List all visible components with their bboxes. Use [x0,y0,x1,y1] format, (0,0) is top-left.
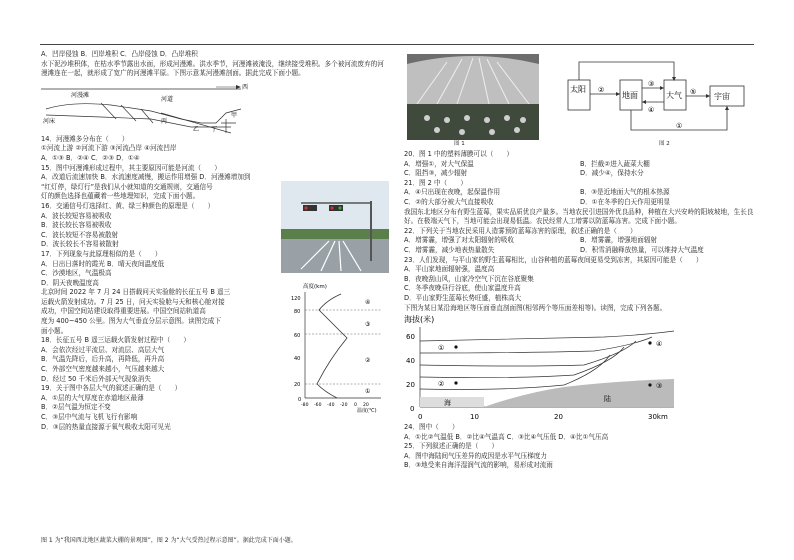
atm-ytick-80: 80 [294,309,301,316]
traffic-light-photo [281,181,389,273]
q16-option-b: B．波长较长容易被吸收 [41,221,112,230]
floodplain-intro: 水下泥沙堆积体，在枯水季节露出水面，形成河漫滩。洪水季节，河漫滩被淹没，继续接受堆积。多个被河流废弃的河漫滩连在一起，就形成了宽广的河漫滩平原。下图示意某河漫滩剖面。据此完成下面小题。 [41,59,384,78]
q18-option-a: A．会依次经过平流层、对流层、高层大气 [41,345,165,354]
q22-option-b: B．增雾霾，增强地面辐射 [580,236,658,245]
figure2-label: 图 2 [659,141,670,147]
q18-option-b: B．气温先降后，后升高，再降低，再升高 [41,355,165,364]
flow-space-label: 宇宙 [714,92,730,101]
q23-stem: 23．人们发现，与平山家的野生蓝莓相比，山谷种植的蓝莓夜间更易受到冻害，其原因可能是（ ） [404,255,703,264]
q19-option-b: B．②层气温为恒定不变 [41,403,111,412]
launch-intro-5: 面小题。 [41,326,68,335]
q25-option-b: B．③地受来自海洋湿润气流的影响，易形成对流雨 [404,461,553,470]
isobar-section-chart [404,313,704,423]
q16-stem: 16．交通信号灯选择红、黄、绿三种颜色的原理是（ ） [41,201,215,210]
q24-options: A．①比②气温低 B．②比④气温高 C．③比④气压低 D．④比①气压高 [404,432,609,441]
q19-stem: 19．关于图中各层大气的叙述正确的是（ ） [41,384,182,393]
q23-option-b: B．夜晚刮山风，山家冷空气下沉在谷底聚集 [404,274,534,283]
flow-n3: ③ [648,80,655,88]
flow-n4: ④ [648,106,655,114]
q24-stem: 24．图中（ ） [404,423,459,432]
iso-ytick-20: 20 [406,381,415,390]
q16-option-d: D．波长较长不容易被散射 [41,240,119,249]
yi-label: 乙 [193,125,200,133]
atm-xtick-1: -80 [301,403,309,409]
q20-stem: 20．图 1 中的塑料薄膜可以（ ） [404,150,514,158]
west-label: 西 [242,83,249,91]
traffic-intro-2: 灯的颜色选择也蕴藏着一些地理知识，完成下面小题。 [41,192,200,201]
atm-y-title: 高度(km) [303,284,327,291]
atm-xtick-3: -40 [327,403,335,409]
iso-xtick-30: 30km [648,413,668,422]
bed-label: 河床 [43,117,56,125]
q22-option-d: D．积雪消融释放热量，可以维持大气温度 [580,245,704,254]
q20-option-c: C．阻挡③，减少辐射 [404,169,468,178]
q14-stem: 14．河漫滩多分布在（ ） [41,134,129,143]
atm-x-title: 温度(℃) [357,408,377,415]
iso-ytick-0: 0 [410,405,415,414]
q17-stem: 17．下列现象与此原理相似的是（ ） [41,249,162,258]
heating-process-diagram [564,56,754,140]
atm-xtick-5: 0 [354,403,357,409]
q22-option-a: A．增雾霾，增强了对太阳辐射的吸收 [404,236,515,245]
q22-option-c: C．增雾霾，减少地表热量散失 [404,245,495,254]
q14-items: ①河流上游 ②河流下游 ③河流凸岸 ④河流凹岸 [41,144,177,153]
iso-point-3: ③ [656,382,663,391]
q16-option-a: A．波长较短容易被吸收 [41,211,112,220]
q17-option-ab: A．日出日落时的霞光 B．晴天夜间温度低 [41,259,165,268]
greenhouse-photo [407,54,539,140]
bing-label: 丙 [161,117,168,125]
q23-option-d: D．平山家野生蓝莓长势旺盛，植株高大 [404,293,522,302]
atm-ytick-20: 20 [294,382,301,389]
flow-air-label: 大气 [666,91,682,100]
atm-ytick-40: 40 [294,356,301,363]
q20-option-a: A．增强①，对大气保温 [404,159,474,168]
iso-y-title: 海拔(米) [404,315,435,325]
iso-xtick-20: 20 [554,413,563,422]
land-label: 陆 [604,395,611,404]
launch-intro-3: 成功，中国空间站建设取得重要进展。中国空间站轨道高 [41,307,206,316]
q17-option-c: C．沙漠地区，气温极高 [41,269,112,278]
q18-option-c: C．外部空气密度越来越小，气压越来越大 [41,365,165,374]
greenhouse-caption: 图 1 为“我国西北地区蔬菜大棚的景观图”，图 2 为“大气受热过程示意图”。据此完成下面小题。 [41,537,297,544]
q21-stem: 21．图 2 中（ ） [404,178,467,187]
q22-stem: 22．下列关于当地农民采用人造雾预防蓝莓冻害的原理，叙述正确的是（ ） [404,226,637,235]
atm-xtick-4: -20 [340,403,348,409]
q17-option-d: D．阴天夜晚温度高 [41,278,99,287]
q23-option-a: A．平山家地面辐射强，温度高 [404,265,495,274]
atm-xtick-6: 20 [363,403,369,409]
atm-layer-4: ④ [365,299,371,307]
launch-intro-2: 运载火箭发射成功。7 月 25 日，问天实验舱与天和核心舱对接 [41,297,225,306]
launch-intro-1: 北京时间 2022 年 7 月 24 日搭载问天实验舱的长征五号 B 遥三 [41,288,231,297]
figure1-label: 图 1 [454,141,465,147]
atm-xtick-2: -60 [314,403,322,409]
ding-label: 丁 [211,125,218,133]
left-column [41,50,389,432]
flow-sun-label: 太阳 [570,85,586,94]
atm-ytick-0: 0 [298,397,302,404]
iso-point-2: ② [438,380,445,389]
floodplain-profile-figure [41,79,251,135]
isobar-intro: 下图为某日某沿海地区等压面垂直剖面图(相邻两个等压面差相等)。读图，完成下列各题。 [404,303,667,312]
atm-ytick-120: 120 [291,296,301,303]
q18-option-d: D．经过 50 千米后外部天气现象消失 [41,374,151,383]
q25-option-a: A．图中海陆间气压差异的成因是水平气压梯度力 [404,451,547,460]
shoal-label: 河漫滩 [71,91,90,99]
q15-stem: 15．图中河漫滩形成过程中，其主要原因可能是河流（ ） [41,163,221,172]
q16-option-c: C．波长较短不容易被散射 [41,230,119,239]
page-top-rule [40,44,754,45]
q21-option-a: A．④只出现在夜晚，起保温作用 [404,188,501,197]
atm-ytick-60: 60 [294,333,301,340]
q21-option-d: D．①在冬季的白天作用更明显 [580,197,671,206]
jia-label: 甲 [231,111,238,119]
iso-xtick-0: 0 [418,413,423,422]
iso-point-4: ④ [656,340,663,349]
flow-n1: ① [676,122,683,130]
q20-option-b: B．拦截②进入蔬菜大棚 [580,159,650,168]
flow-n2: ② [598,86,605,94]
iso-xtick-10: 10 [470,413,479,422]
flow-ground-label: 地面 [622,91,638,100]
q23-option-c: C．冬季夜晚昼行谷底，使山家温度升高 [404,284,521,293]
sea-label: 海 [444,399,451,408]
q18-stem: 18．长征五号 B 遥三运载火箭发射过程中（ ） [41,336,190,345]
q25-stem: 25．下列叙述正确的是（ ） [404,442,499,451]
iso-ytick-60: 60 [406,333,415,342]
iso-ytick-40: 40 [406,357,415,366]
q19-option-c: C．③层中气流与飞机飞行有影响 [41,413,138,421]
right-column [404,50,756,471]
q21-option-c: C．②的大部分被大气直接吸收 [404,197,494,206]
iso-point-1: ① [438,344,445,353]
blueberry-intro: 我国东北地区分布有野生蓝莓，果实品质优良产量多。当地农民引进国外优良品种，种植在大兴安岭的阳坡坡地，生长良好。在极端天气下，当地可能会出现易低温。农民经常人工增雾以防蓝莓冻害。完成下面小题。 [404,207,754,226]
q20-option-d: D．减少④，保持水分 [580,169,644,178]
q13-options: A．凹岸侵蚀 B．凹岸堆积 C．凸岸侵蚀 D．凸岸堆积 [41,50,198,58]
flow-n5: ⑤ [690,88,697,96]
q21-option-b: B．③是近地面大气的根本热源 [580,188,670,197]
q15-options: A．改道后流速加快 B．水流速度减慢，搬运作用增强 D．河漫滩增加到 [41,173,251,182]
q19-option-a: A．①层的大气厚度在赤道地区最薄 [41,393,144,402]
channel-label: 河道 [161,95,174,103]
atm-layer-2: ② [365,357,371,365]
q14-options: A．①③ B．②④ C．②③ D．①④ [41,153,140,162]
atm-layer-1: ① [365,388,371,396]
atm-layer-3: ③ [365,321,371,329]
launch-intro-4: 度为 400~450 公里。图为大气垂直分层示意图。读图完成下 [41,317,221,326]
atmosphere-layer-chart [277,280,389,416]
traffic-intro-1: “红灯停，绿灯行”是我们从小就知道的交通规则，交通信号 [41,182,213,191]
q19-option-d: D．③层的热量直接源于氧气吸收太阳可见光 [41,422,171,431]
